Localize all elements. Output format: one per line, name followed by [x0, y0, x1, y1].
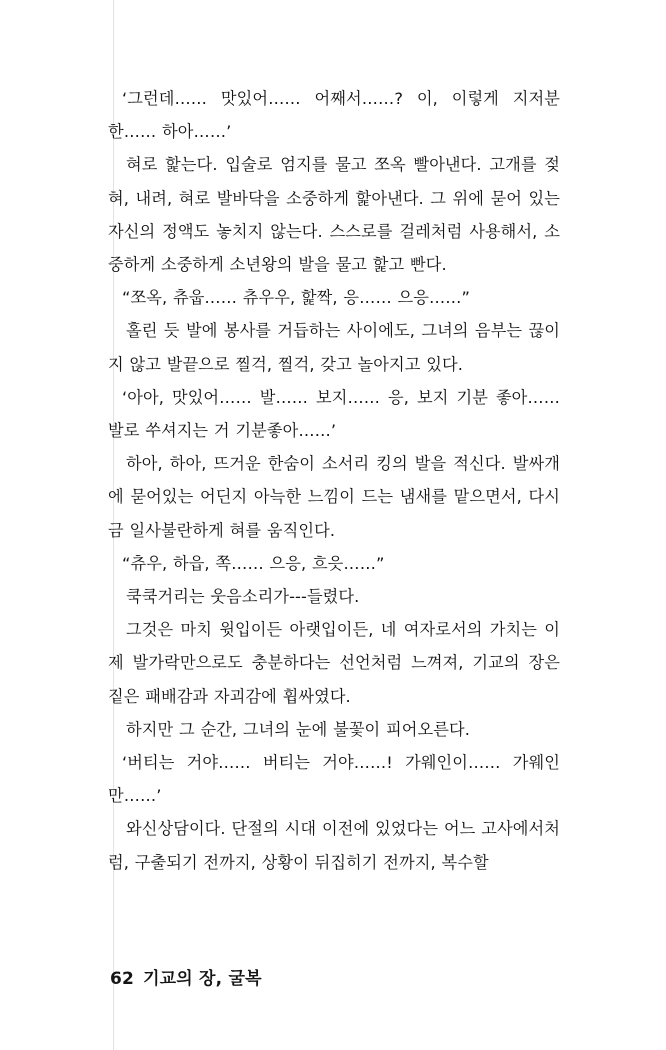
- paragraph: “쪼옥, 츄웁…… 츄우우, 핥짝, 응…… 으응……”: [122, 288, 471, 308]
- paragraph: 혀로 핥는다. 입술로 엄지를 물고 쪼옥 빨아낸다. 고개를 젖혀, 내려, 혀로 발바닥을 소중하게 핥아낸다. 그 위에 묻어 있는 자신의 정액도 놓치지 않는다. 스스로를 걸레처럼 사용해서, 소중하게 소중하게 소년왕의 발을 물고 핥고 빤다.: [108, 155, 560, 275]
- page-footer: [110, 966, 262, 992]
- paragraph: “츄우, 하읍, 쪽…… 으응, 흐읏……”: [122, 553, 385, 573]
- page-number: 62: [110, 969, 135, 989]
- page-body-text: [108, 82, 560, 879]
- paragraph: 그것은 마치 윗입이든 아랫입이든, 네 여자로서의 가치는 이제 발가락만으로도 충분하다는 선언처럼 느껴져, 기교의 장은 짙은 패배감과 자괴감에 휩싸였다.: [108, 620, 560, 706]
- paragraph: 하아, 하아, 뜨거운 한숨이 소서리 킹의 발을 적신다. 발싸개에 묻어있는 어딘지 아늑한 느낌이 드는 냄새를 맡으면서, 다시금 일사불란하게 혀를 움직인다.: [108, 454, 560, 540]
- paragraph: ‘아아, 맛있어…… 발…… 보지…… 응, 보지 기분 좋아…… 발로 쑤셔지는 거 기분좋아……’: [108, 387, 560, 441]
- paragraph: 와신상담이다. 단절의 시대 이전에 있었다는 어느 고사에서처럼, 구출되기 전까지, 상황이 뒤집히기 전까지, 복수할: [108, 819, 560, 872]
- paragraph: 홀린 듯 발에 봉사를 거듭하는 사이에도, 그녀의 음부는 끊이지 않고 발끝으로 찔걱, 찔걱, 갖고 놀아지고 있다.: [108, 321, 560, 374]
- paragraph: 하지만 그 순간, 그녀의 눈에 불꽃이 피어오른다.: [126, 719, 470, 739]
- running-title: 기교의 장, 굴복: [143, 969, 262, 989]
- paragraph: ‘버티는 거야…… 버티는 거야……! 가웨인이…… 가웨인만……’: [108, 753, 560, 806]
- paragraph: ‘그런데…… 맛있어…… 어째서……? 이, 이렇게 지저분한…… 하아……’: [108, 89, 560, 142]
- paragraph: 쿡쿡거리는 웃음소리가---들렸다.: [126, 587, 360, 607]
